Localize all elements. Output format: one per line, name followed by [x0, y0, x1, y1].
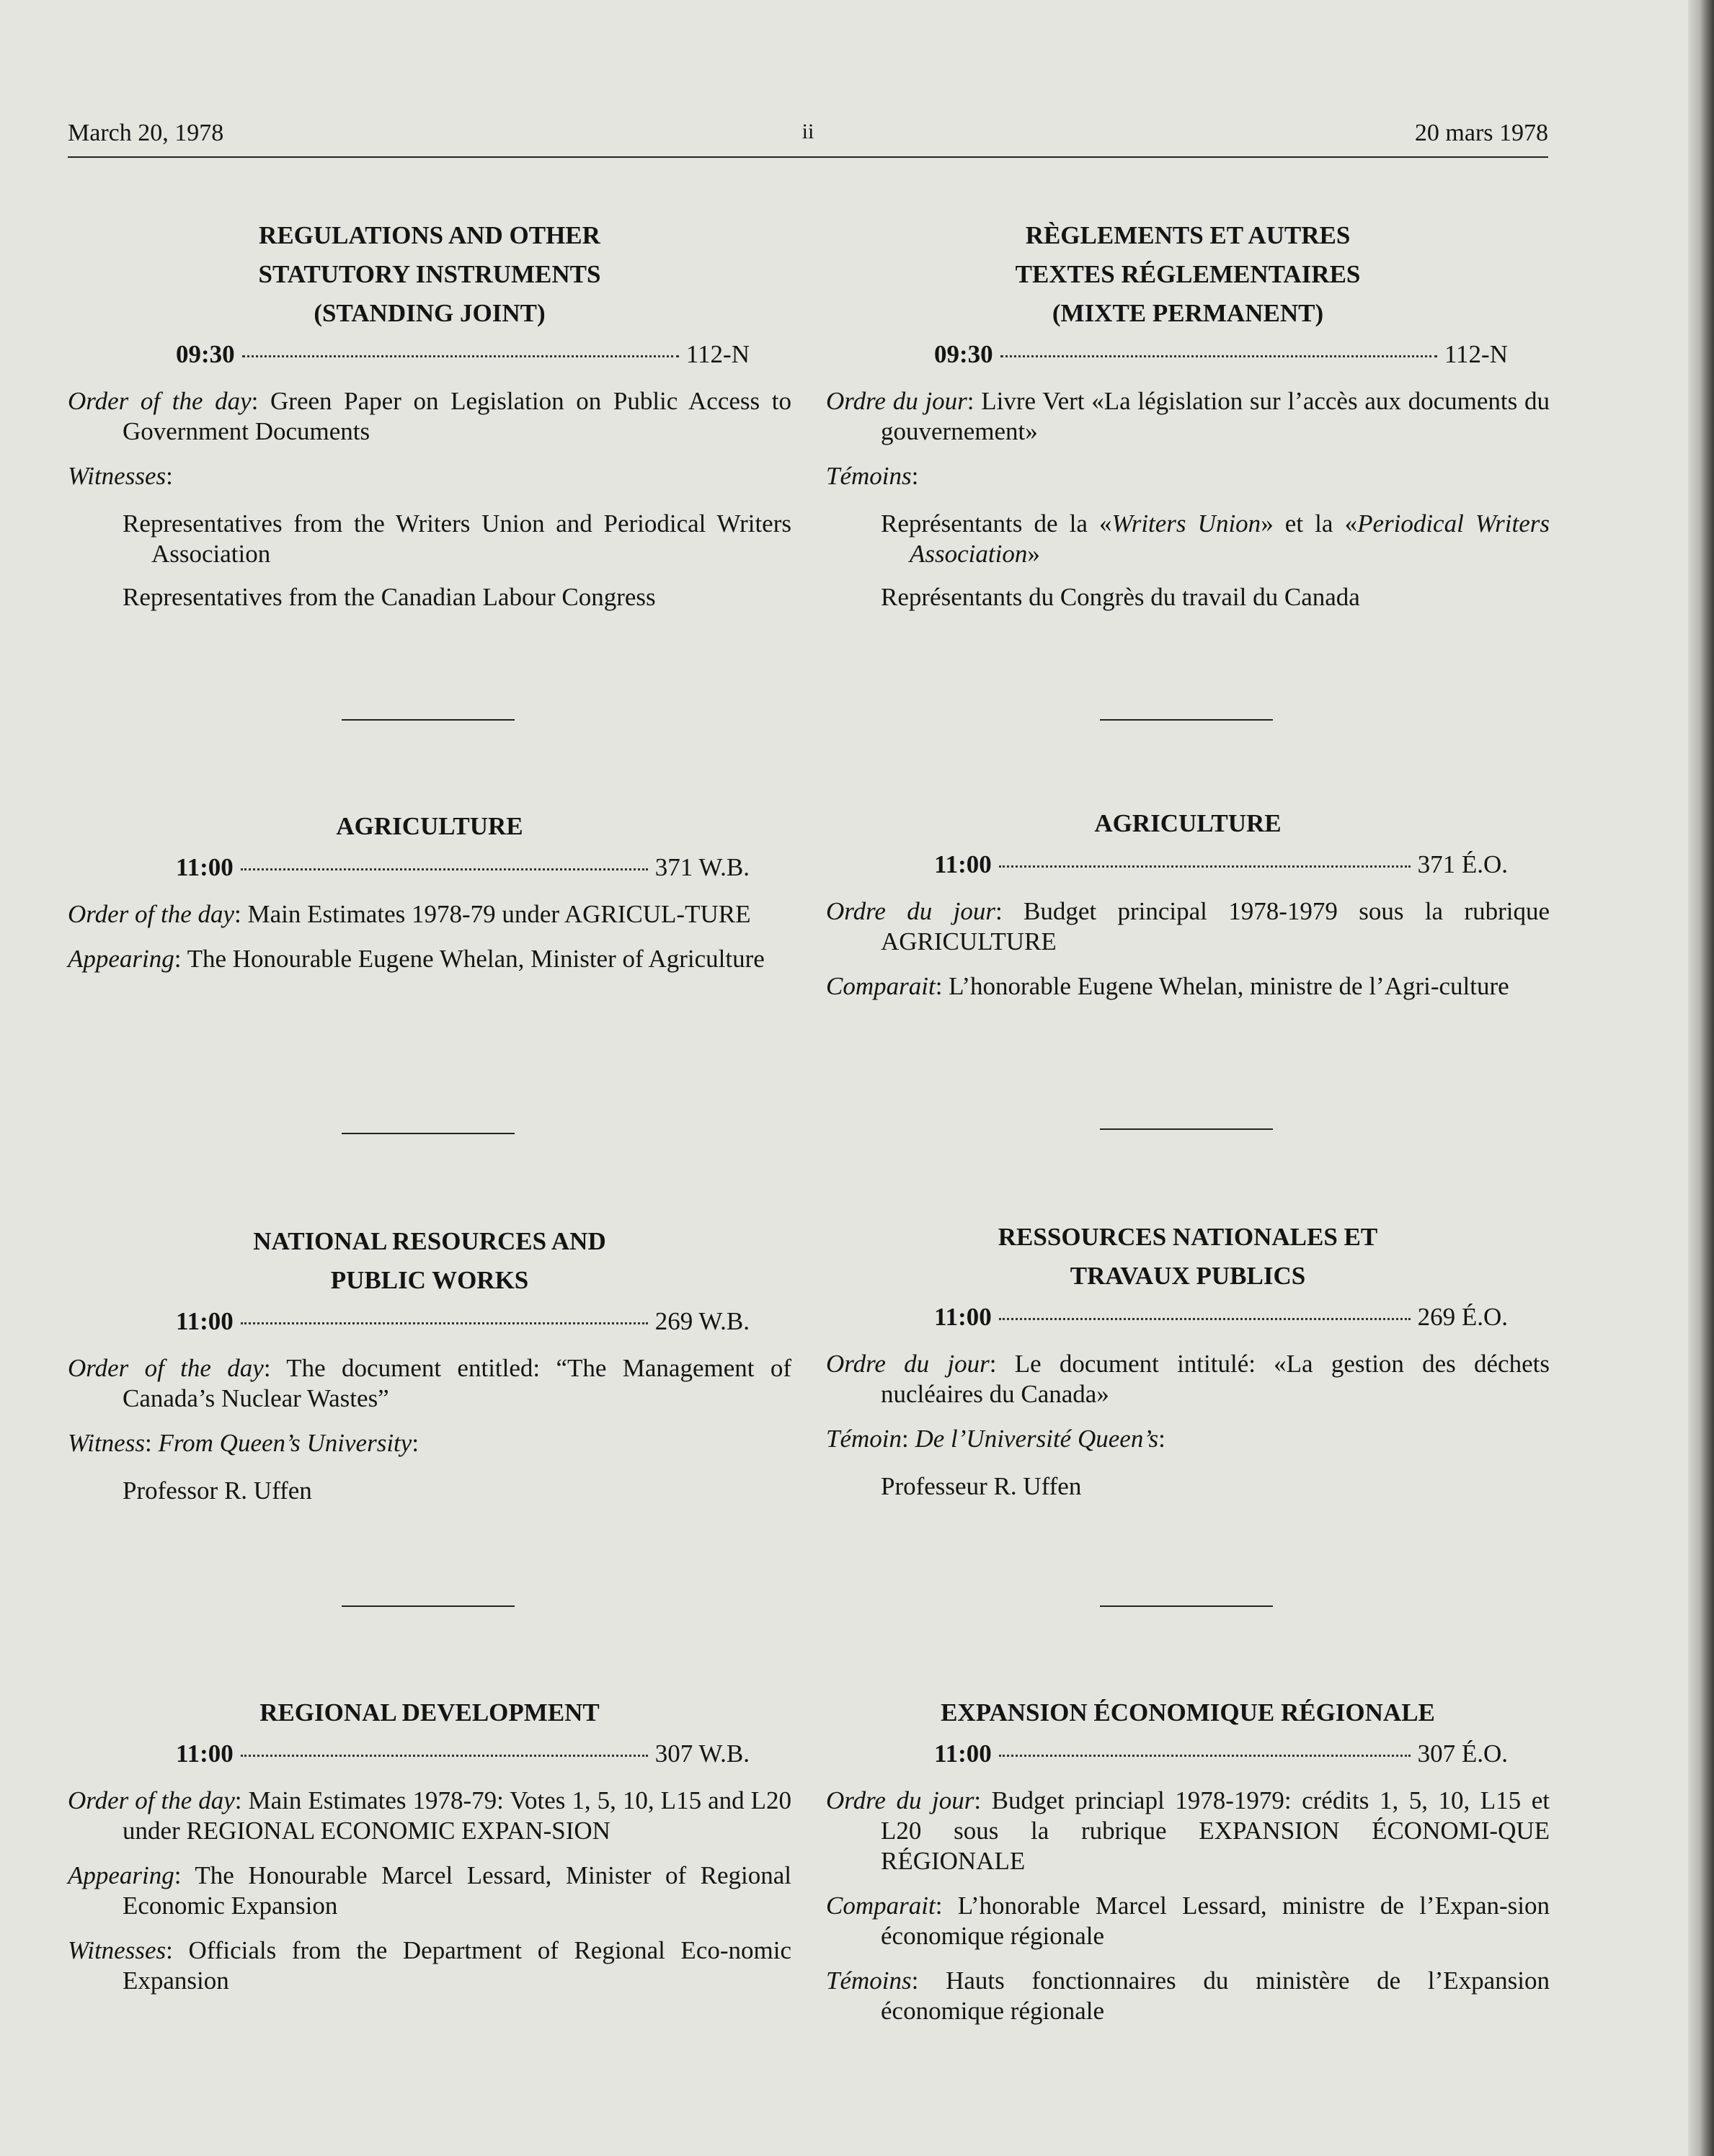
witnesses-label: Témoins: [826, 462, 919, 490]
meeting-time-room [934, 1737, 1508, 1771]
dot-leader [241, 1755, 648, 1757]
appearing: Appearing: The Honourable Marcel Lessard, Minister of Regional Economic Expansion [68, 1861, 791, 1920]
meeting-room: 112-N [685, 340, 750, 368]
witness-item: Professeur R. Uffen [881, 1472, 1082, 1500]
meeting-room: 269 É.O. [1417, 1303, 1508, 1331]
dot-leader [242, 355, 679, 357]
order-of-the-day: Ordre du jour: Budget princiapl 1978-1979: crédits 1, 5, 10, L15 et L20 sous la rubrique EXPANSION ÉCONOMI-QUE RÉGIONALE [826, 1786, 1550, 1875]
header-page-number: ii [802, 120, 814, 143]
witness-item: Représentants du Congrès du travail du Canada [881, 583, 1360, 611]
meeting-time-room [176, 1304, 750, 1339]
section-title: AGRICULTURE [336, 812, 523, 840]
witness-item: Représentants de la «Writers Union» et la «Periodical Writers Association» [881, 509, 1550, 568]
section-divider [1100, 719, 1273, 721]
witness-item: Representatives from the Canadian Labour Congress [123, 583, 656, 611]
meeting-time-room [934, 1300, 1508, 1335]
meeting-room: 269 W.B. [654, 1307, 750, 1335]
section-divider [342, 719, 515, 721]
witnesses: Witnesses: Officials from the Department of Regional Eco-nomic Expansion [68, 1936, 791, 1995]
appearing: Appearing: The Honourable Eugene Whelan, Minister of Agriculture [68, 945, 765, 973]
section-title: REGULATIONS AND OTHER STATUTORY INSTRUMENTS (STANDING JOINT) [258, 221, 601, 327]
section-regulations-en [68, 216, 791, 612]
meeting-time: 11:00 [934, 850, 992, 878]
witness-item: Professor R. Uffen [123, 1476, 312, 1505]
meeting-time: 09:30 [176, 340, 235, 368]
section-title: EXPANSION ÉCONOMIQUE RÉGIONALE [941, 1698, 1435, 1727]
witnesses-label: Witnesses: [68, 462, 173, 490]
order-of-the-day: Ordre du jour: Le document intitulé: «La gestion des déchets nucléaires du Canada» [826, 1350, 1550, 1408]
dot-leader [999, 1318, 1411, 1320]
section-agriculture-fr [826, 804, 1550, 1002]
page-header [68, 120, 1548, 156]
meeting-time: 11:00 [176, 1307, 234, 1335]
section-national-resources-en [68, 1222, 791, 1506]
meeting-room: 307 É.O. [1417, 1740, 1508, 1768]
order-of-the-day: Ordre du jour: Livre Vert «La législation sur l’accès aux documents du gouvernement» [826, 387, 1550, 445]
meeting-time-room [934, 337, 1508, 372]
section-ressources-fr [826, 1218, 1550, 1502]
section-divider [1100, 1128, 1273, 1130]
header-date-en: March 20, 1978 [68, 120, 224, 146]
meeting-time: 09:30 [934, 340, 993, 368]
header-date-fr: 20 mars 1978 [1414, 120, 1548, 146]
dot-leader [241, 868, 648, 870]
page-binding-shadow [1688, 0, 1714, 2156]
dot-leader [999, 865, 1411, 868]
section-divider [342, 1133, 515, 1134]
order-of-the-day: Order of the day: Main Estimates 1978-79: Votes 1, 5, 10, L15 and L20 under REGIONAL ECONOMIC EXPAN-SION [68, 1786, 791, 1845]
meeting-time: 11:00 [176, 853, 234, 881]
witness-item: Representatives from the Writers Union and Periodical Writers Association [123, 509, 791, 568]
section-reglements-fr [826, 216, 1550, 612]
dot-leader [999, 1755, 1411, 1757]
section-divider [342, 1605, 515, 1607]
section-expansion-fr [826, 1693, 1550, 2026]
order-of-the-day: Order of the day: Main Estimates 1978-79 under AGRICUL-TURE [68, 900, 751, 928]
section-divider [1100, 1605, 1273, 1607]
meeting-time-room [934, 847, 1508, 882]
witness-source: Témoin: De l’Université Queen’s: [826, 1425, 1165, 1453]
order-of-the-day: Order of the day: The document entitled: “The Management of Canada’s Nuclear Wastes” [68, 1354, 791, 1412]
section-title: REGIONAL DEVELOPMENT [259, 1698, 600, 1727]
meeting-time: 11:00 [176, 1740, 234, 1768]
meeting-room: 112-N [1444, 340, 1508, 368]
meeting-time: 11:00 [934, 1740, 992, 1768]
witnesses: Témoins: Hauts fonctionnaires du ministère de l’Expansion économique régionale [826, 1966, 1550, 2025]
section-title: RÈGLEMENTS ET AUTRES TEXTES RÉGLEMENTAIRES (MIXTE PERMANENT) [1015, 221, 1361, 327]
meeting-time-room [176, 1737, 750, 1771]
order-of-the-day: Order of the day: Green Paper on Legislation on Public Access to Government Documents [68, 387, 791, 445]
appearing: Comparait: L’honorable Marcel Lessard, ministre de l’Expan-sion économique régionale [826, 1892, 1550, 1950]
section-title: RESSOURCES NATIONALES ET TRAVAUX PUBLICS [998, 1223, 1378, 1290]
meeting-time: 11:00 [934, 1303, 992, 1331]
section-title: NATIONAL RESOURCES AND PUBLIC WORKS [253, 1227, 606, 1294]
order-of-the-day: Ordre du jour: Budget principal 1978-1979 sous la rubrique AGRICULTURE [826, 897, 1550, 956]
witness-source: Witness: From Queen’s University: [68, 1429, 419, 1457]
meeting-time-room [176, 337, 750, 372]
meeting-room: 371 W.B. [654, 853, 750, 881]
dot-leader [241, 1322, 648, 1324]
dot-leader [1000, 355, 1437, 357]
section-regional-development-en [68, 1693, 791, 1996]
section-agriculture-en [68, 807, 791, 974]
meeting-room: 371 É.O. [1417, 850, 1508, 878]
section-title: AGRICULTURE [1094, 809, 1282, 837]
meeting-room: 307 W.B. [654, 1740, 750, 1768]
header-rule [68, 156, 1548, 158]
appearing: Comparait: L’honorable Eugene Whelan, ministre de l’Agri-culture [826, 972, 1509, 1000]
meeting-time-room [176, 850, 750, 885]
